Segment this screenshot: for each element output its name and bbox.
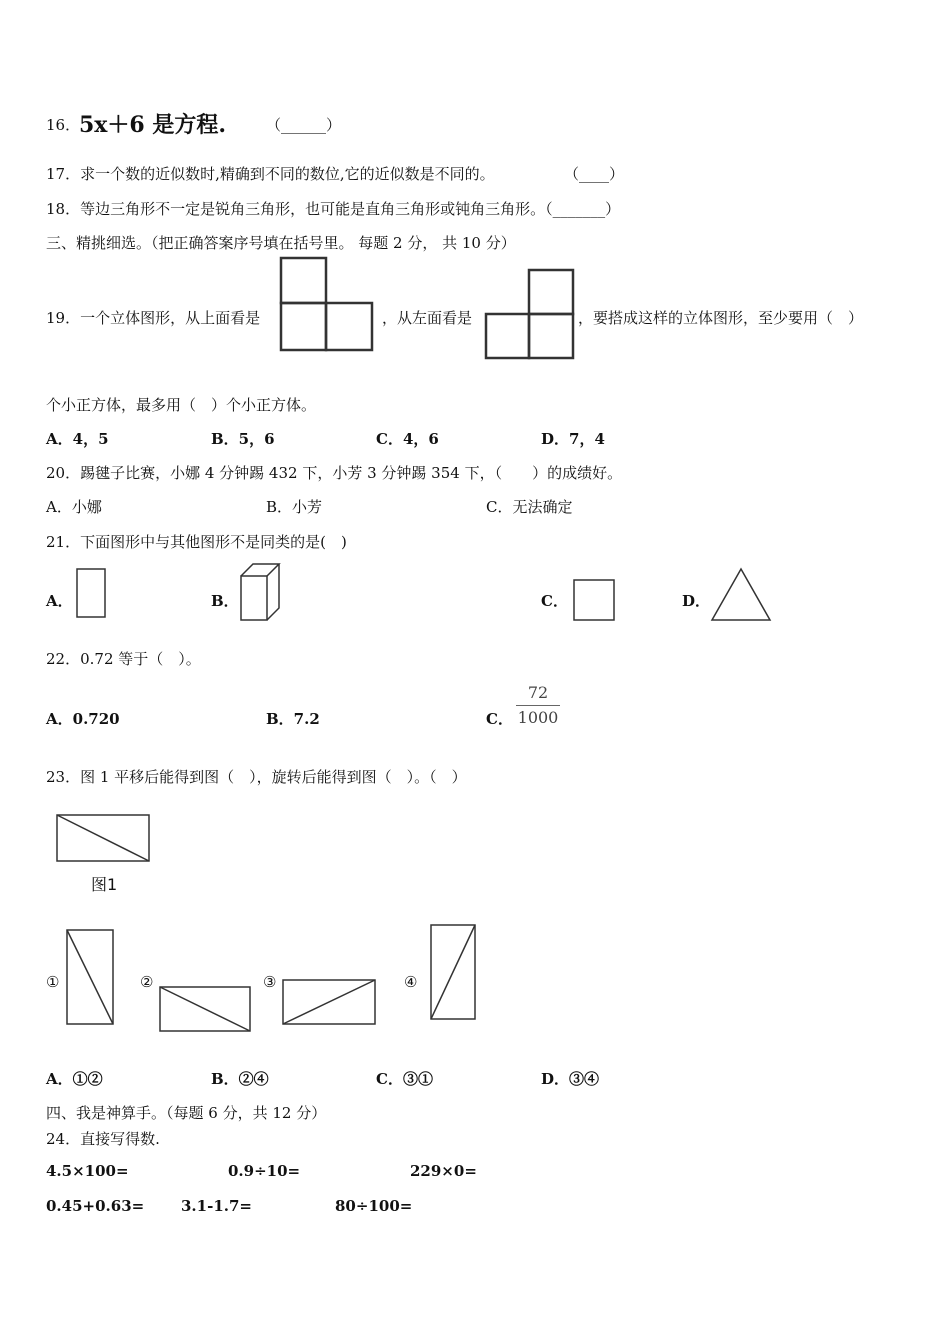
section-4-title: 四、我是神算手。（每题 6 分，共 12 分） <box>46 1104 327 1122</box>
q23-option-d[interactable]: D．③④ <box>541 1070 600 1088</box>
q19-text-part3: ，要搭成这样的立体图形，至少要用（ ） <box>578 309 864 327</box>
q19-option-b[interactable]: B．5，6 <box>211 430 275 448</box>
fraction-denominator: 1000 <box>517 708 559 727</box>
q24-row1-item2[interactable]: 0.9÷10= <box>228 1162 301 1180</box>
q21-triangle-figure <box>709 566 773 624</box>
q22-option-b[interactable]: B．7.2 <box>266 710 320 728</box>
q23-figure-option-3 <box>280 977 378 1027</box>
q19-text-part1: 19．一个立体图形，从上面看是 <box>46 309 261 327</box>
q24-row1-item3[interactable]: 229×0= <box>410 1162 477 1180</box>
q16-answer-blank[interactable]: （______） <box>266 116 342 134</box>
q20-option-b[interactable]: B．小芳 <box>266 498 323 516</box>
q24-row1-item1[interactable]: 4.5×100= <box>46 1162 129 1180</box>
q24-text: 24．直接写得数. <box>46 1130 160 1148</box>
q19-option-d[interactable]: D．7，4 <box>541 430 605 448</box>
q19-text-line2: 个小正方体，最多用（ ）个小正方体。 <box>46 396 317 414</box>
q23-figure-option-4 <box>428 922 478 1022</box>
q17-text: 17．求一个数的近似数时,精确到不同的数位,它的近似数是不同的。 <box>46 165 495 183</box>
q21-square-figure <box>571 577 617 623</box>
q22-option-c-fraction <box>516 683 560 728</box>
q23-option-b[interactable]: B．②④ <box>211 1070 269 1088</box>
q23-figure-option-2 <box>157 984 253 1034</box>
q21-option-d[interactable]: D． <box>682 592 711 610</box>
q18-text: 18．等边三角形不一定是锐角三角形，也可能是直角三角形或钝角三角形。（_______） <box>46 200 621 218</box>
q20-option-a[interactable]: A．小娜 <box>46 498 102 516</box>
q23-option-c[interactable]: C．③① <box>376 1070 433 1088</box>
q23-text: 23．图 1 平移后能得到图（ ），旋转后能得到图（ ）。（ ） <box>46 768 467 786</box>
q20-text: 20．踢毽子比赛，小娜 4 分钟踢 432 下，小芳 3 分钟踢 354 下，（ ）的成绩好。 <box>46 464 623 482</box>
q23-label-2: ② <box>140 973 154 991</box>
fraction-numerator: 72 <box>527 683 549 702</box>
q21-rectangle-figure <box>74 566 108 620</box>
q19-option-c[interactable]: C．4，6 <box>376 430 439 448</box>
q23-figure-option-1 <box>64 927 116 1027</box>
q19-top-view-figure <box>278 255 376 355</box>
q21-cuboid-figure <box>238 561 282 623</box>
q16-expression: 5x＋6 是方程. <box>79 112 227 138</box>
q19-option-a[interactable]: A．4，5 <box>46 430 109 448</box>
q23-label-3: ③ <box>263 973 277 991</box>
q17-answer-blank[interactable]: （____） <box>564 165 625 183</box>
q22-text: 22．0.72 等于（ ）。 <box>46 650 201 668</box>
q21-text: 21．下面图形中与其他图形不是同类的是( ) <box>46 533 347 551</box>
q21-option-c[interactable]: C． <box>541 592 568 610</box>
q24-row2-item3[interactable]: 80÷100= <box>335 1197 413 1215</box>
q22-option-a[interactable]: A．0.720 <box>46 710 120 728</box>
q21-option-a[interactable]: A． <box>46 592 73 610</box>
fraction-bar <box>516 705 560 706</box>
section-3-title: 三、精挑细选。（把正确答案序号填在括号里。 每题 2 分， 共 10 分） <box>46 234 516 252</box>
q23-label-4: ④ <box>404 973 418 991</box>
q21-option-b[interactable]: B． <box>211 592 239 610</box>
q23-figure-1-caption: 图1 <box>91 875 118 894</box>
q24-row2-item1[interactable]: 0.45+0.63= <box>46 1197 145 1215</box>
q23-option-a[interactable]: A．①② <box>46 1070 103 1088</box>
q19-left-view-figure <box>483 267 577 361</box>
q16-number: 16． <box>46 116 81 134</box>
q23-label-1: ① <box>46 973 60 991</box>
q20-option-c[interactable]: C．无法确定 <box>486 498 573 516</box>
q23-figure-1 <box>54 812 152 866</box>
q22-option-c[interactable]: C． <box>486 710 513 728</box>
q24-row2-item2[interactable]: 3.1-1.7= <box>181 1197 252 1215</box>
q19-text-part2: ，从左面看是 <box>382 309 473 327</box>
